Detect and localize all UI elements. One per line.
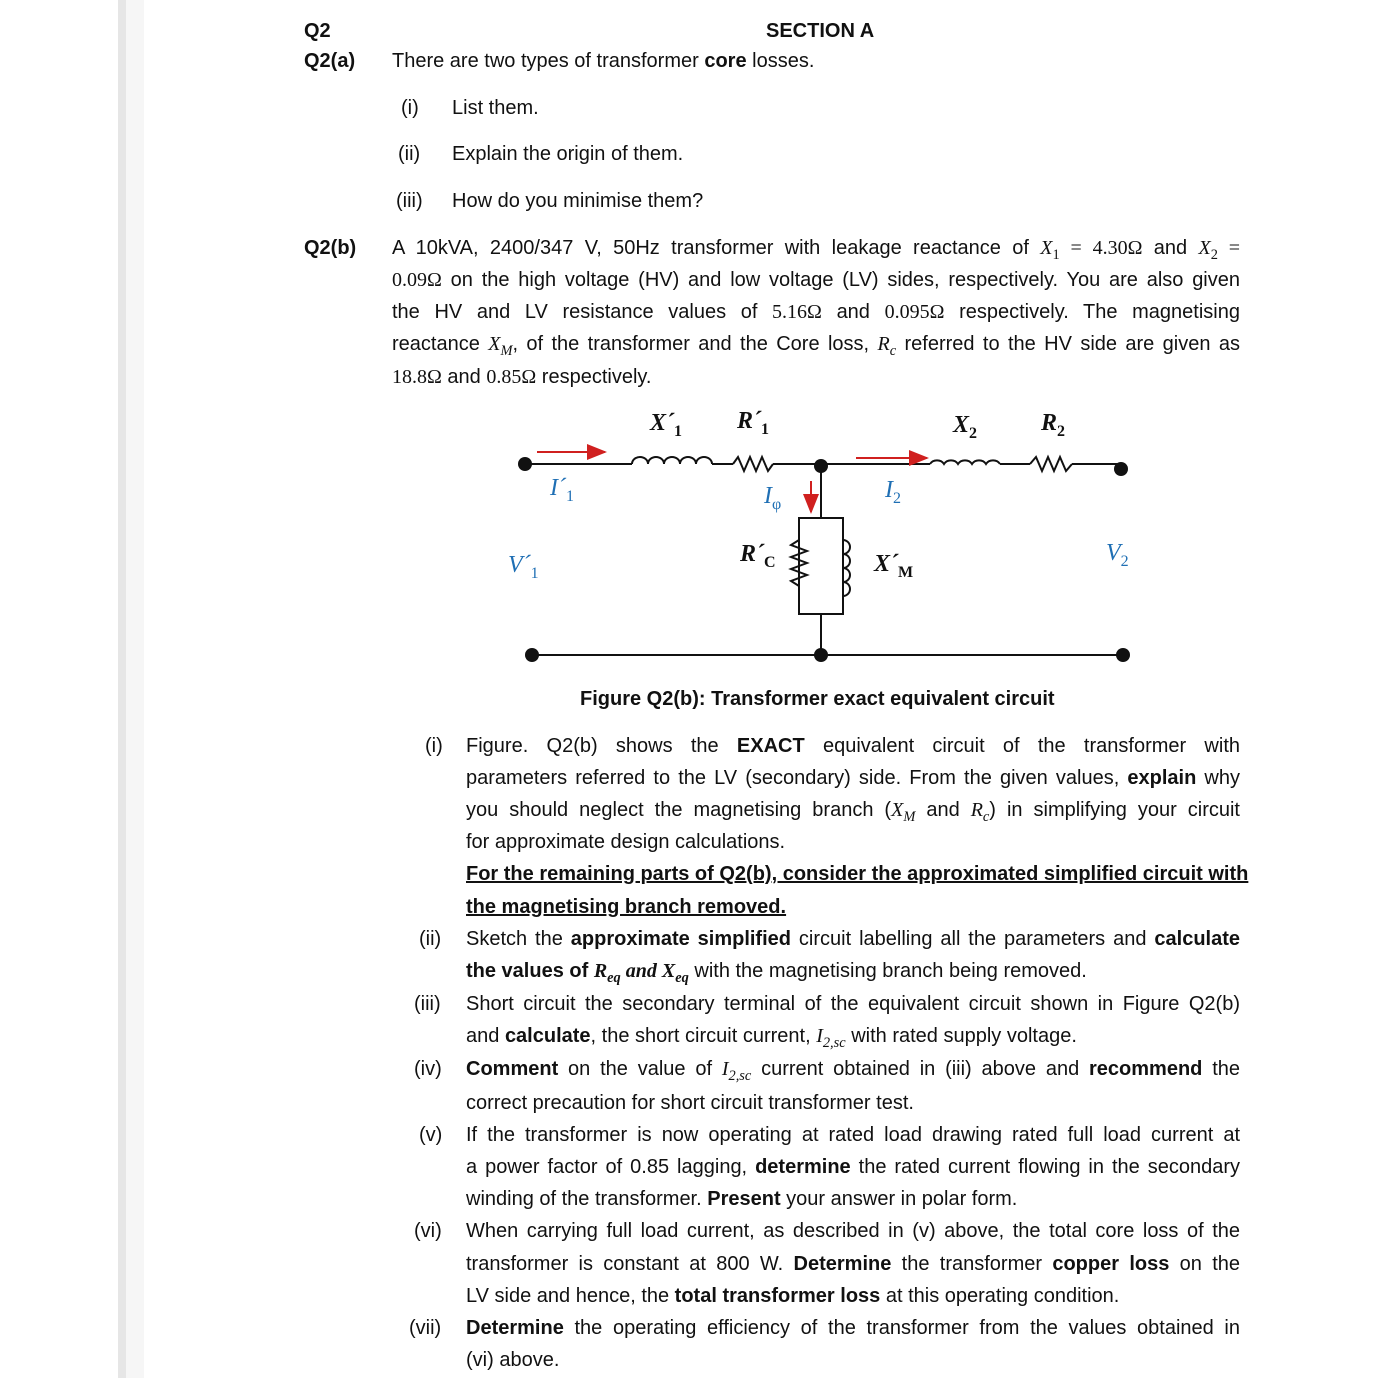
label-rcp: $R´_C$	[740, 541, 776, 571]
part-num: (i)	[425, 735, 443, 757]
q2a-item-text: List them.	[452, 97, 539, 119]
q2a-label: Q2(a)	[304, 50, 356, 72]
part-num: (ii)	[419, 928, 442, 950]
part-line: Comment on the value of $I_{2,sc}$ current obtained in (iii) above and recommend the	[466, 1058, 1241, 1084]
label-r2: $R_2$	[1041, 410, 1066, 440]
label-i1p: $I´_1$	[550, 475, 574, 505]
q2b-line: 18.8Ω and 0.85Ω respectively.	[392, 366, 652, 388]
q2b-label: Q2(b)	[304, 237, 357, 259]
instruction-underlined: the magnetising branch removed.	[466, 896, 787, 918]
label-xmp: $X´_M$	[874, 551, 914, 581]
part-num: (iv)	[414, 1058, 442, 1080]
q2b-line: 0.09Ω on the high voltage (HV) and low voltage (LV) sides, respectively. You are also given	[392, 269, 1240, 291]
q2a-item-num: (ii)	[398, 143, 421, 165]
q2a-item-num: (iii)	[396, 190, 423, 212]
label-x2: $X_2$	[953, 412, 978, 442]
part-num: (vii)	[409, 1317, 442, 1339]
node-dot	[814, 648, 828, 662]
node-dot	[814, 459, 828, 473]
part-line: correct precaution for short circuit transformer test.	[466, 1092, 914, 1114]
instruction-underlined: For the remaining parts of Q2(b), consider the approximated simplified circuit with	[466, 863, 1249, 885]
resistor-r2	[1030, 457, 1072, 471]
terminal-dot	[1114, 462, 1128, 476]
q2b-line: reactance $X_M$, of the transformer and the Core loss, $R_c$ referred to the HV side are given as	[392, 333, 1241, 359]
part-line: Figure. Q2(b) shows the EXACT equivalent circuit of the transformer with	[466, 735, 1240, 757]
part-num: (v)	[419, 1124, 443, 1146]
part-line: parameters referred to the LV (secondary) side. From the given values, explain why	[466, 767, 1240, 789]
part-line: a power factor of 0.85 lagging, determine the rated current flowing in the secondary	[466, 1156, 1240, 1178]
label-x1p: $X´_1$	[650, 410, 682, 440]
q2a-item-text: How do you minimise them?	[452, 190, 704, 212]
terminal-dot	[518, 457, 532, 471]
part-line: Short circuit the secondary terminal of the equivalent circuit shown in Figure Q2(b)	[466, 993, 1240, 1015]
label-v1p: $V´_1$	[508, 552, 539, 582]
figure-caption: Figure Q2(b): Transformer exact equivalent circuit	[580, 688, 1055, 710]
part-line: the values of $R_{eq}$ and $X_{eq}$ with the magnetising branch being removed.	[466, 960, 1087, 986]
section-title: SECTION A	[766, 20, 875, 42]
q2b-line: the HV and LV resistance values of 5.16Ω and 0.095Ω respectively. The magnetising	[392, 301, 1240, 323]
part-line: (vi) above.	[466, 1349, 560, 1371]
part-line: winding of the transformer. Present your answer in polar form.	[466, 1188, 1018, 1210]
q2b-line: A 10kVA, 2400/347 V, 50Hz transformer with leakage reactance of $X_1 = 4.30\Omega$ and $X_2$ =	[392, 237, 1241, 263]
part-line: When carrying full load current, as described in (v) above, the total core loss of the	[466, 1220, 1240, 1242]
label-i2: $I_2$	[885, 477, 901, 507]
part-line: you should neglect the magnetising branch ($X_M$ and $R_c$) in simplifying your circuit	[466, 799, 1240, 825]
label-iphi: $I_\varphi$	[764, 483, 782, 513]
part-line: and calculate, the short circuit current, $I_{2,sc}$ with rated supply voltage.	[466, 1025, 1077, 1051]
terminal-dot	[1116, 648, 1130, 662]
inductor-x2	[930, 460, 1000, 464]
label-v2: $V_2$	[1106, 540, 1129, 570]
q2a-item-text: Explain the origin of them.	[452, 143, 684, 165]
part-line: for approximate design calculations.	[466, 831, 786, 853]
part-line: transformer is constant at 800 W. Determine the transformer copper loss on the	[466, 1253, 1241, 1275]
part-num: (iii)	[414, 993, 441, 1015]
q2a-item-num: (i)	[401, 97, 419, 119]
label-r1p: $R´_1$	[737, 408, 769, 438]
resistor-r1p	[733, 457, 773, 471]
inductor-xmp	[843, 540, 850, 596]
inductor-x1p	[632, 457, 712, 464]
part-num: (vi)	[414, 1220, 442, 1242]
part-line: If the transformer is now operating at rated load drawing rated full load current at	[466, 1124, 1240, 1146]
q2a-intro: There are two types of transformer core losses.	[392, 50, 815, 72]
part-line: Determine the operating efficiency of the transformer from the values obtained in	[466, 1317, 1240, 1339]
shunt-branch-frame	[799, 518, 843, 614]
terminal-dot	[525, 648, 539, 662]
question-number: Q2	[304, 20, 331, 42]
part-line: Sketch the approximate simplified circuit labelling all the parameters and calculate	[466, 928, 1240, 950]
part-line: LV side and hence, the total transformer loss at this operating condition.	[466, 1285, 1120, 1307]
